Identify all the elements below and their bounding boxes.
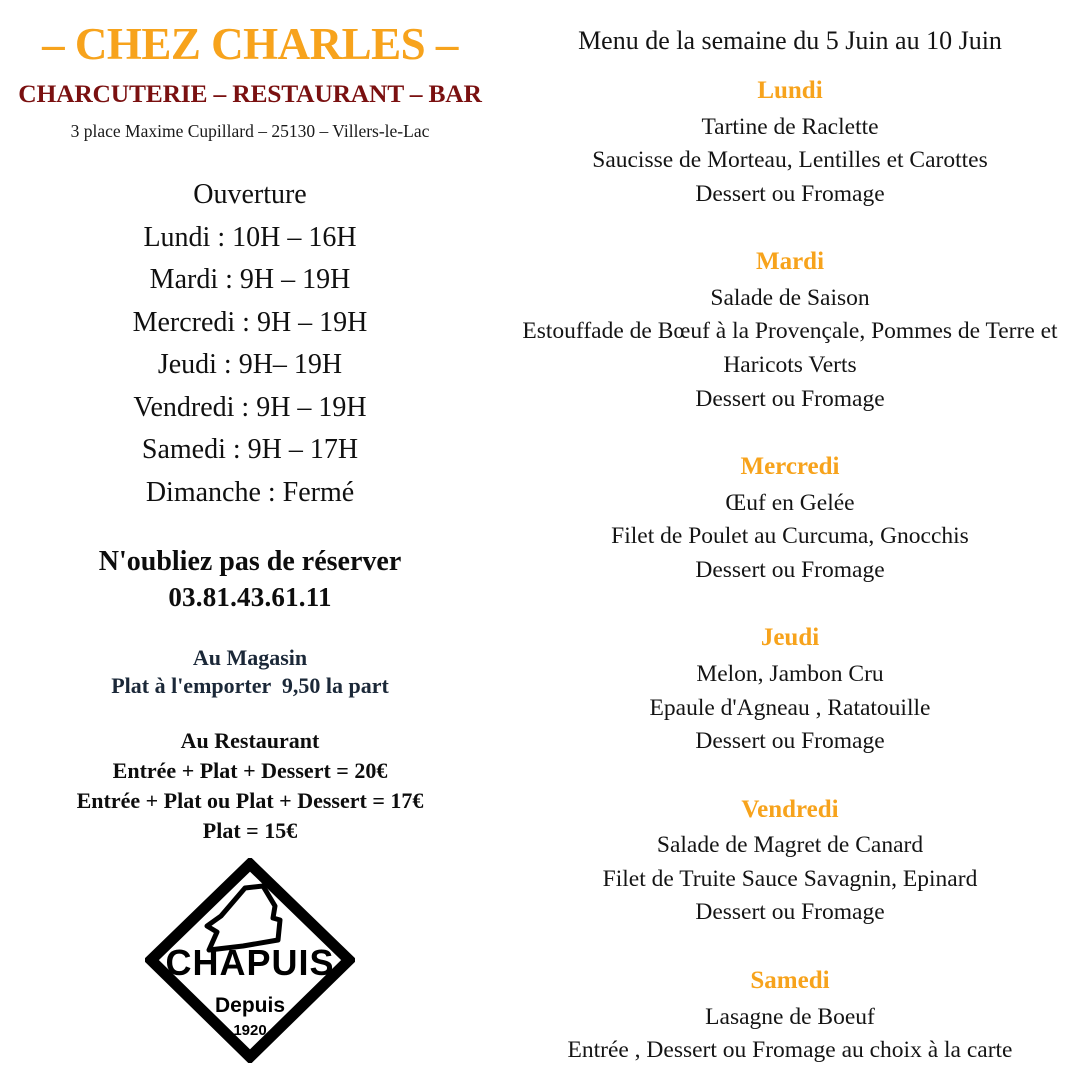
day-heading-samedi: Samedi	[750, 967, 830, 994]
hours-row-mercredi: Mercredi : 9H – 19H	[132, 306, 368, 338]
dish-mardi-starter: Salade de Saison	[710, 284, 870, 311]
hours-row-jeudi: Jeudi : 9H– 19H	[157, 349, 343, 381]
menu-day-lundi	[502, 76, 1078, 211]
day-heading-jeudi: Jeudi	[760, 624, 820, 652]
restaurant-pricing-heading: Au Restaurant	[180, 727, 320, 753]
day-spacer	[502, 211, 1078, 247]
opening-hours-section	[8, 174, 492, 514]
hours-row-mardi: Mardi : 9H – 19H	[149, 264, 351, 296]
dish-jeudi-main: Epaule d'Agneau , Ratatouille	[649, 694, 931, 721]
weekly-menu-column	[500, 0, 1080, 1080]
dish-mardi-dessert: Dessert ou Fromage	[695, 385, 885, 412]
hours-row-lundi: Lundi : 10H – 16H	[143, 221, 357, 253]
dish-jeudi-dessert: Dessert ou Fromage	[695, 728, 885, 755]
dish-samedi-extra: Entrée , Dessert ou Fromage au choix à la carte	[567, 1037, 1013, 1064]
takeaway-heading: Au Magasin	[192, 644, 308, 670]
dish-mercredi-starter: Œuf en Gelée	[725, 489, 855, 516]
menu-day-mercredi	[502, 452, 1078, 587]
restaurant-name: – CHEZ CHARLES –	[42, 19, 458, 69]
chapuis-logo	[8, 858, 492, 1063]
dish-mercredi-dessert: Dessert ou Fromage	[695, 556, 885, 583]
hours-row-samedi: Samedi : 9H – 17H	[141, 434, 359, 466]
day-spacer	[502, 416, 1078, 452]
dish-mardi-main-line2: Haricots Verts	[723, 351, 857, 378]
day-spacer	[502, 930, 1078, 966]
restaurant-tagline: CHARCUTERIE – RESTAURANT – BAR	[18, 79, 482, 108]
dish-lundi-starter: Tartine de Raclette	[701, 113, 879, 140]
restaurant-address: 3 place Maxime Cupillard – 25130 – Villers-le-Lac	[70, 120, 430, 141]
dish-vendredi-starter: Salade de Magret de Canard	[656, 832, 924, 859]
price-full-menu: Entrée + Plat + Dessert = 20€	[112, 758, 388, 784]
price-main-only: Plat = 15€	[202, 818, 298, 844]
reservation-section	[8, 544, 492, 614]
dish-vendredi-main: Filet de Truite Sauce Savagnin, Epinard	[602, 865, 978, 892]
opening-hours-heading: Ouverture	[193, 179, 307, 210]
dish-mercredi-main: Filet de Poulet au Curcuma, Gnocchis	[611, 523, 969, 550]
menu-day-jeudi	[502, 623, 1078, 758]
menu-day-mardi	[502, 247, 1078, 416]
dish-samedi-main: Lasagne de Boeuf	[705, 1003, 875, 1030]
restaurant-pricing-section	[8, 726, 492, 847]
menu-day-samedi	[502, 966, 1078, 1068]
menu-week-title: Menu de la semaine du 5 Juin au 10 Juin	[578, 26, 1002, 55]
hours-row-dimanche: Dimanche : Fermé	[145, 476, 355, 508]
dish-lundi-dessert: Dessert ou Fromage	[695, 180, 885, 207]
logo-since-label: Depuis	[214, 994, 286, 1018]
hours-row-vendredi: Vendredi : 9H – 19H	[133, 391, 367, 423]
day-spacer	[502, 759, 1078, 795]
day-spacer	[502, 587, 1078, 623]
day-heading-vendredi: Vendredi	[741, 795, 839, 823]
logo-since-year: 1920	[233, 1022, 267, 1040]
takeaway-price-line: Plat à l'emporter 9,50 la part	[111, 673, 389, 699]
dish-lundi-main: Saucisse de Morteau, Lentilles et Carottes	[592, 147, 988, 174]
takeaway-section	[8, 644, 492, 701]
chapuis-logo-svg	[145, 858, 355, 1063]
price-two-course-menu: Entrée + Plat ou Plat + Dessert = 17€	[76, 788, 424, 814]
dish-vendredi-dessert: Dessert ou Fromage	[695, 899, 885, 926]
day-heading-mardi: Mardi	[755, 248, 825, 276]
dish-jeudi-starter: Melon, Jambon Cru	[696, 660, 884, 687]
info-column	[0, 0, 500, 1080]
menu-day-vendredi	[502, 795, 1078, 930]
reservation-message: N'oubliez pas de réserver	[98, 546, 402, 578]
logo-brand-text: CHAPUIS	[165, 942, 335, 984]
dish-mardi-main-line1: Estouffade de Bœuf à la Provençale, Pommes de Terre et	[522, 318, 1058, 345]
day-heading-lundi: Lundi	[757, 77, 823, 104]
reservation-phone-number[interactable]: 03.81.43.61.11	[168, 582, 332, 613]
day-heading-mercredi: Mercredi	[740, 453, 840, 481]
